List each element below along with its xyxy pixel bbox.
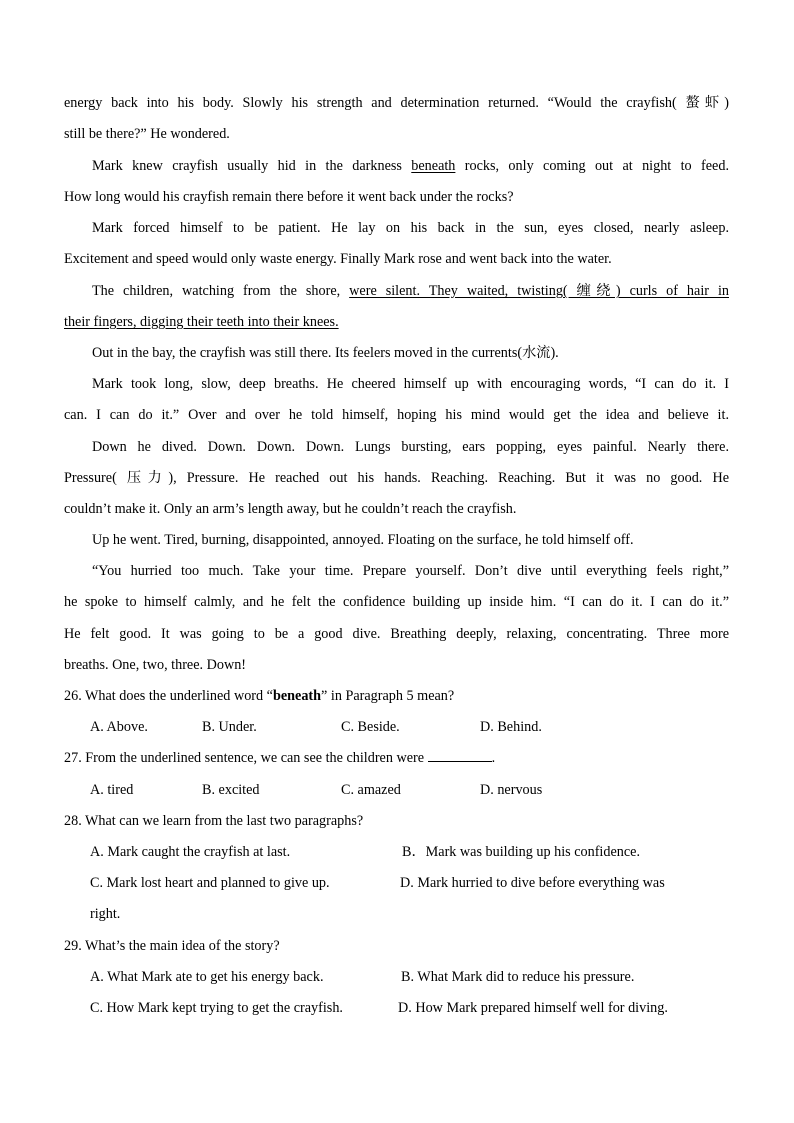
option-27-d[interactable]: D. nervous xyxy=(480,782,543,798)
option-28-b[interactable]: B．Mark was building up his confidence. xyxy=(402,844,640,860)
passage-line: He felt good. It was going to be a good dive. Breathing deeply, relaxing, concentrating. Three more xyxy=(64,626,729,642)
option-29-b[interactable]: B. What Mark did to reduce his pressure. xyxy=(401,969,635,985)
option-29-d[interactable]: D. How Mark prepared himself well for diving. xyxy=(398,1000,668,1016)
text-span: The children, watching from the shore, xyxy=(92,283,350,299)
question-27-stem xyxy=(64,748,495,768)
option-28-c[interactable]: C. Mark lost heart and planned to give up. xyxy=(90,875,330,891)
option-26-c[interactable]: C. Beside. xyxy=(341,719,400,735)
option-28-d-continued: right. xyxy=(90,906,121,922)
question-28-stem: 28. What can we learn from the last two paragraphs? xyxy=(64,813,364,829)
text-span: rocks, only coming out at night to feed. xyxy=(455,158,729,174)
underlined-word-beneath: beneath xyxy=(411,158,456,174)
option-28-a[interactable]: A. Mark caught the crayfish at last. xyxy=(90,844,291,860)
passage-line: Pressure( 压力), Pressure. He reached out his hands. Reaching. Reaching. But it was no good. He xyxy=(64,470,729,486)
option-27-a[interactable]: A. tired xyxy=(90,782,134,798)
passage-line: “You hurried too much. Take your time. Prepare yourself. Don’t dive until everything feels right,” xyxy=(92,563,729,579)
passage-line: he spoke to himself calmly, and he felt the confidence building up inside him. “I can do it. I can do it.” xyxy=(64,594,729,610)
option-28-d[interactable]: D. Mark hurried to dive before everything was xyxy=(400,875,665,891)
option-29-c[interactable]: C. How Mark kept trying to get the crayfish. xyxy=(90,1000,343,1016)
option-27-c[interactable]: C. amazed xyxy=(341,782,401,798)
text-span: Mark knew crayfish usually hid in the darkness xyxy=(92,158,412,174)
text-span: 27. From the underlined sentence, we can see the children were xyxy=(64,750,428,766)
answer-blank[interactable] xyxy=(428,748,492,762)
option-26-a[interactable]: A. Above. xyxy=(90,719,148,735)
passage-line: Excitement and speed would only waste energy. Finally Mark rose and went back into the water. xyxy=(64,251,612,267)
passage-line: energy back into his body. Slowly his strength and determination returned. “Would the crayfish( 螯虾) xyxy=(64,95,729,111)
question-29-stem: 29. What’s the main idea of the story? xyxy=(64,938,280,954)
text-span: ” in Paragraph 5 mean? xyxy=(321,688,455,704)
bold-word: beneath xyxy=(272,688,322,704)
question-26-stem xyxy=(64,686,454,706)
text-span: 26. What does the underlined word “ xyxy=(64,688,273,704)
passage-line: breaths. One, two, three. Down! xyxy=(64,657,247,673)
option-26-b[interactable]: B. Under. xyxy=(202,719,257,735)
option-26-d[interactable]: D. Behind. xyxy=(480,719,542,735)
underlined-sentence-continued: their fingers, digging their teeth into their knees. xyxy=(64,314,339,330)
passage-line: can. I can do it.” Over and over he told himself, hoping his mind would get the idea and believe it. xyxy=(64,407,729,423)
passage-line: How long would his crayfish remain there before it went back under the rocks? xyxy=(64,189,514,205)
passage-line: couldn’t make it. Only an arm’s length away, but he couldn’t reach the crayfish. xyxy=(64,501,517,517)
passage-line: Mark took long, slow, deep breaths. He cheered himself up with encouraging words, “I can do it. I xyxy=(92,376,729,392)
passage-line xyxy=(92,156,729,176)
passage-line: Mark forced himself to be patient. He lay on his back in the sun, eyes closed, nearly asleep. xyxy=(92,220,729,236)
passage-line: Down he dived. Down. Down. Down. Lungs bursting, ears popping, eyes painful. Nearly there. xyxy=(92,439,729,455)
passage-line: still be there?” He wondered. xyxy=(64,126,230,142)
option-27-b[interactable]: B. excited xyxy=(202,782,260,798)
underlined-sentence: were silent. They waited, twisting( 缠绕) curls of hair in xyxy=(349,283,729,299)
passage-line: Out in the bay, the crayfish was still there. Its feelers moved in the currents(水流). xyxy=(92,345,559,361)
option-29-a[interactable]: A. What Mark ate to get his energy back. xyxy=(90,969,324,985)
passage-line xyxy=(92,281,729,301)
text-span: . xyxy=(491,750,496,766)
passage-line: Up he went. Tired, burning, disappointed, annoyed. Floating on the surface, he told himself off. xyxy=(92,532,634,548)
